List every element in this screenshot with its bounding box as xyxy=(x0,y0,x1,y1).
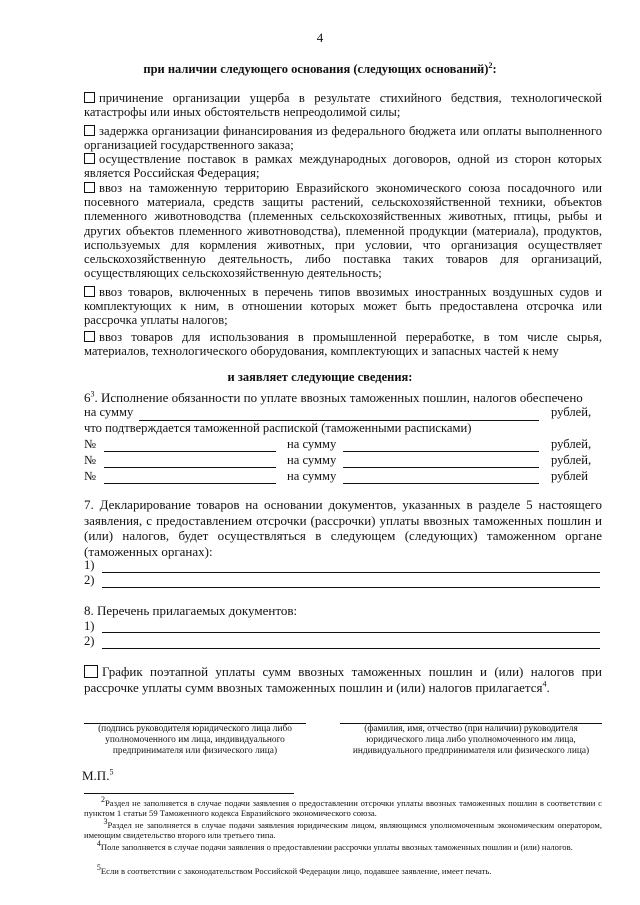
basis-heading: при наличии следующего основания (следующих оснований)$^2$: xyxy=(143,60,497,76)
section8-item-label: 2) xyxy=(84,634,95,648)
section8-text: 8. Перечень прилагаемых документов: xyxy=(84,603,298,618)
footnote: $^3$Раздел не заполняется в случае подачи заявления юридическим лицом, являющимся уполномоченным экономическим оператором, имеющим свидетельство второго или третьего типа. xyxy=(84,817,602,841)
signature-caption: (подпись руководителя юридического лица либо уполномоченного им лица, индивидуального предпринимателя или физического лица) xyxy=(98,724,292,756)
section6-text: $6^3$. Исполнение обязанности по уплате ввозных таможенных пошлин, налогов обеспечено xyxy=(84,389,583,405)
footnote-divider xyxy=(84,793,294,794)
page-number: 4 xyxy=(316,30,324,45)
attached-document-field[interactable] xyxy=(102,632,600,633)
basis-item-agricultural-import: ввоз на таможенную территорию Евразийского экономического союза посадочного или посевного материала, средств защиты растений, сельскохозяйственной техники, объектов племенного животноводства (племенных сельскохозяйственных животных, птицы, рыбы и других объектов племенного животноводства), племенной продукции (материала), продуктов, используемых для кормления животных, при условии, что организация осуществляет сельскохозяйственную деятельность, либо поставка таких товаров для организаций, осуществляющих сельскохозяйственную деятельность; xyxy=(84,181,602,281)
footnote: $^2$Раздел не заполняется в случае подачи заявления о предоставлении отсрочки уплаты ввозных таможенных пошлин в соответствии с пунктом 1 статьи 59 Таможенного кодекса Евразийского экономического союза. xyxy=(84,795,602,819)
receipt-amount-field[interactable] xyxy=(343,451,539,452)
section7-item-label: 1) xyxy=(84,558,95,572)
section6-amount-label: на сумму xyxy=(84,405,134,419)
section6-receipt-text: что подтверждается таможенной распиской (таможенными расписками) xyxy=(84,421,472,435)
section6-currency: рублей, xyxy=(551,405,592,419)
checkbox[interactable] xyxy=(84,331,95,342)
checkbox[interactable] xyxy=(84,286,95,297)
checkbox[interactable] xyxy=(84,92,95,103)
seal-label: М.П.$^5$ xyxy=(82,767,114,783)
attached-document-field[interactable] xyxy=(102,648,600,649)
customs-office-field[interactable] xyxy=(102,587,600,588)
schedule-checkbox[interactable] xyxy=(84,665,98,678)
receipt-amount-field[interactable] xyxy=(343,483,539,484)
basis-item-intl-supply: осуществление поставок в рамках международных договоров, одной из сторон которых является Российская Федерация; xyxy=(84,152,602,181)
checkbox[interactable] xyxy=(84,125,95,136)
basis-item-funding-delay: задержка организации финансирования из федерального бюджета или оплаты выполненного организацией государственного заказа; xyxy=(84,124,602,153)
basis-item-aircraft-import: ввоз товаров, включенных в перечень типов ввозимых иностранных воздушных судов и комплектующих к ним, в отношении которых может быть предоставлена отсрочка или рассрочка уплаты налогов; xyxy=(84,285,602,328)
receipt-number-field[interactable] xyxy=(104,451,276,452)
basis-item-industrial-processing: ввоз товаров для использования в промышленной переработке, в том числе сырья, материалов, технологического оборудования, комплектующих и запасных частей к нему xyxy=(84,330,602,359)
checkbox[interactable] xyxy=(84,182,95,193)
customs-office-field[interactable] xyxy=(102,572,600,573)
receipt-amount-field[interactable] xyxy=(343,467,539,468)
info-heading: и заявляет следующие сведения: xyxy=(227,370,413,384)
basis-item-disaster: причинение организации ущерба в результате стихийного бедствия, технологической катастрофы или иных обстоятельств непреодолимой силы; xyxy=(84,91,602,120)
section7-text: 7. Декларирование товаров на основании документов, указанных в разделе 5 настоящего заявления, с предоставлением отсрочки (рассрочки) уплаты ввозных таможенных пошлин и (или) налогов, будет осуществляться в следующем (следующих) таможенном органе (таможенных органах): xyxy=(84,497,602,559)
footnote: $^4$Поле заполняется в случае подачи заявления о предоставлении рассрочки уплаты ввозных таможенных пошлин и (или) налогов. xyxy=(96,839,573,852)
footnote: $^5$Если в соответствии с законодательством Российской Федерации лицо, подавшее заявление, имеет печать. xyxy=(96,863,492,876)
receipt-number-field[interactable] xyxy=(104,483,276,484)
document-page: 4 при наличии следующего основания (следующих оснований)$^2$: причинение организации ущерба в результате стихийного бедствия, технологической катастрофы или иных обстоятельств непреодолимой силы; задержка организации финансирования из федерального бюджета или оплаты выполненного организацией государственного заказа; осуществление поставок в рамках международных договоров, одной из сторон которых является Российская Федерация; ввоз на таможенную территорию Евразийского экономического союза посадочного или посевного материала, средств защиты растений, сельскохозяйственной техники, объектов племенного животноводства (племенных сельскохозяйственных животных, птицы, рыбы и других объектов племенного животноводства), племенной продукции (материала), продуктов, используемых для кормления животных, при условии, что организация осуществляет сельскохозяйственную деятельность, либо поставка таких товаров для организаций, осуществляющих сельскохозяйственную деятельность; ввоз товаров, включенных в перечень типов ввозимых иностранных воздушных судов и комплектующих к ним, в отношении которых может быть предоставлена отсрочка или рассрочка уплаты налогов; ввоз товаров для использования в промышленной переработке, в том числе сырья, материалов, технологического оборудования, комплектующих и запасных частей к нему и заявляет следующие сведения: $6^3$. Исполнение обязанности по уплате ввозных таможенных пошлин, налогов обеспечено на сумму рублей, что подтверждается таможенной распиской (таможенными расписками) № на сумму рублей, № на сумму рублей, № на сумму рублей 7. Декларирование товаров на основании документов, указанных в разделе 5 настоящего заявления, с предоставлением отсрочки (рассрочки) уплаты ввозных таможенных пошлин и (или) налогов, будет осуществляться в следующем (следующих) таможенном органе (таможенных органах): 1) 2) 8. Перечень прилагаемых документов: 1) 2) График поэтапной уплаты сумм ввозных таможенных пошлин и (или) налогов при рассрочке уплаты сумм ввозных таможенных пошлин и (или) налогов прилагается$^4$. (подпись руководителя юридического лица либо уполномоченного им лица, индивидуального предпринимателя или физического лица) (фамилия, имя, отчество (при наличии) руководителя юридического лица либо уполномоченного им лица, индивидуального предпринимателя или физического лица) М.П.$^5$ $^2$Раздел не заполняется в случае подачи заявления о предоставлении отсрочки уплаты ввозных таможенных пошлин в соответствии с пунктом 1 статьи 59 Таможенного кодекса Евразийского экономического союза. $^3$Раздел не заполняется в случае подачи заявления юридическим лицом, являющимся уполномоченным экономическим оператором, имеющим свидетельство второго или третьего типа. $^4$Поле заполняется в случае подачи заявления о предоставлении рассрочки уплаты ввозных таможенных пошлин и (или) налогов. $^5$Если в соответствии с законодательством Российской Федерации лицо, подавшее заявление, имеет печать. xyxy=(0,0,640,905)
full-name-caption: (фамилия, имя, отчество (при наличии) руководителя юридического лица либо уполномоченного им лица, индивидуального предпринимателя или физического лица) xyxy=(352,724,590,756)
receipt-number-field[interactable] xyxy=(104,467,276,468)
checkbox[interactable] xyxy=(84,153,95,164)
schedule-item: График поэтапной уплаты сумм ввозных таможенных пошлин и (или) налогов при рассрочке уплаты сумм ввозных таможенных пошлин и (или) налогов прилагается$^4$. xyxy=(84,664,602,695)
section8-item-label: 1) xyxy=(84,619,95,633)
section7-item-label: 2) xyxy=(84,573,95,587)
